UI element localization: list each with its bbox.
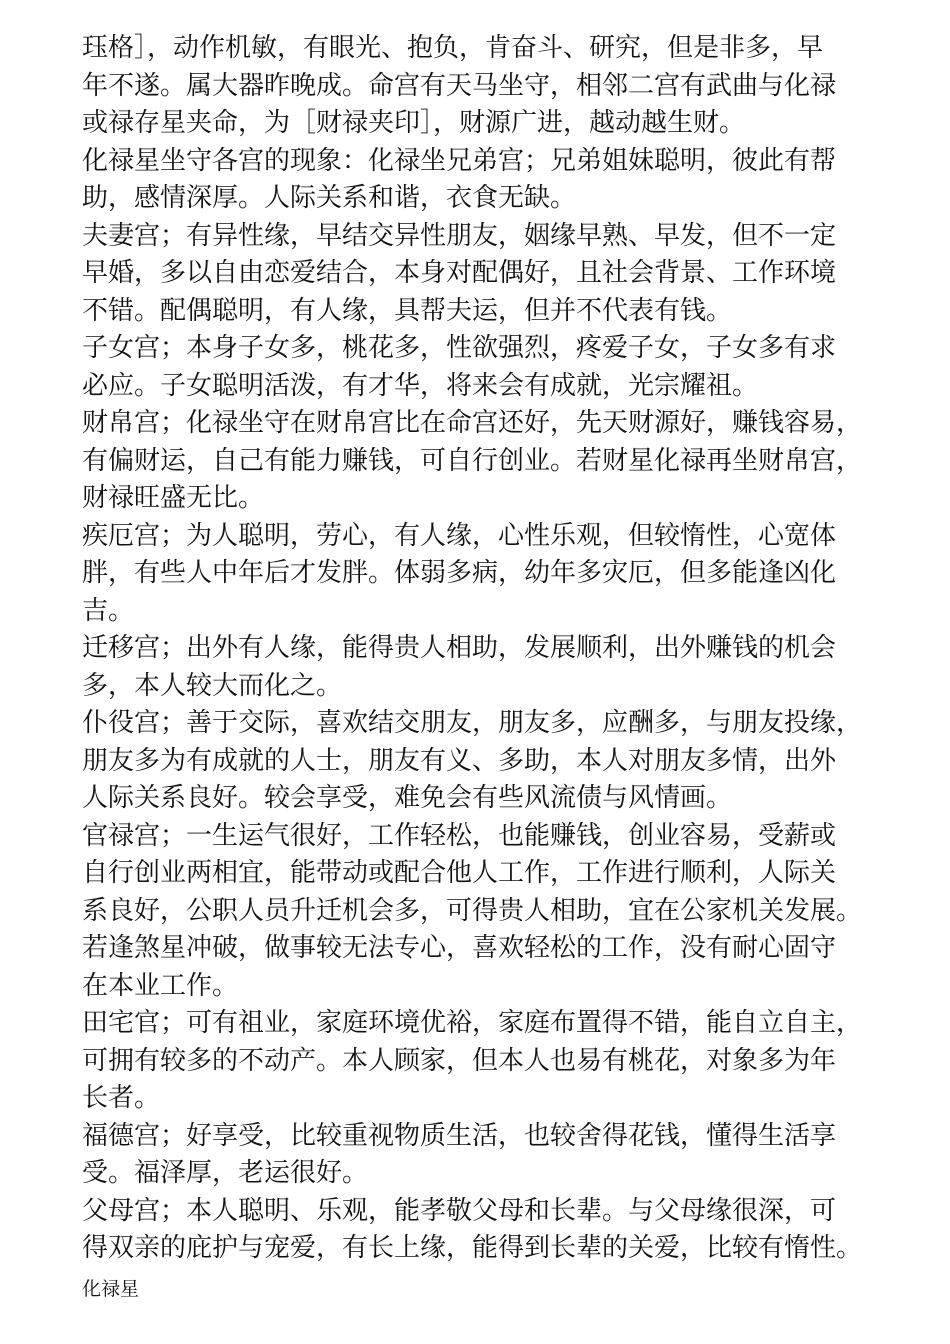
text-line: 受。福泽厚，老运很好。 <box>82 1158 369 1188</box>
text-line: 在本业工作。 <box>82 970 239 1001</box>
text-line: 必应。子女聪明活泼，有才华，将来会有成就，光宗耀祖。 <box>82 370 759 401</box>
page-footer: 化禄星 <box>82 1278 140 1300</box>
text-line: 人际关系良好。较会享受，难免会有些风流债与风情画。 <box>82 783 733 813</box>
text-line: 长者。 <box>82 1083 161 1113</box>
text-line: 朋友多为有成就的人士，朋友有义、多助，本人对朋友多情，出外 <box>82 745 837 776</box>
text-line: 官禄宫；一生运气很好，工作轻松，也能赚钱，创业容易，受薪或 <box>82 820 837 851</box>
text-line: 迁移宫；出外有人缘，能得贵人相助，发展顺利，出外赚钱的机会 <box>82 633 837 663</box>
text-line: 疾厄宫；为人聪明，劳心，有人缘，心性乐观，但较惰性，心宽体 <box>82 520 837 551</box>
text-line: 有偏财运，自己有能力赚钱，可自行创业。若财星化禄再坐财帛宫， <box>82 445 863 476</box>
text-line: 子女宫；本身子女多，桃花多，性欲强烈，疼爱子女，子女多有求 <box>82 333 837 363</box>
text-line: 父母宫；本人聪明、乐观，能孝敬父母和长辈。与父母缘很深，可 <box>82 1195 837 1226</box>
text-line: 早婚，多以自由恋爱结合，本身对配偶好，且社会背景、工作环境 <box>82 258 837 288</box>
text-line: 年不遂。属大器昨晚成。命宫有天马坐守，相邻二宫有武曲与化禄 <box>82 70 837 101</box>
text-line: 系良好，公职人员升迁机会多，可得贵人相助，宜在公家机关发展。 <box>82 895 863 926</box>
text-line: 或禄存星夹命，为［财禄夹印］，财源广进，越动越生财。 <box>82 108 746 138</box>
text-line: 化禄星坐守各宫的现象：化禄坐兄弟宫；兄弟姐妹聪明，彼此有帮 <box>82 145 837 176</box>
text-line: 财帛宫；化禄坐守在财帛宫比在命宫还好，先天财源好，赚钱容易， <box>82 408 863 438</box>
text-line: 胖，有些人中年后才发胖。体弱多病，幼年多灾厄，但多能逢凶化 <box>82 558 837 588</box>
text-line: 吉。 <box>82 595 135 626</box>
text-line: 助，感情深厚。人际关系和谐，衣食无缺。 <box>82 183 577 213</box>
text-line: 若逢煞星冲破，做事较无法专心，喜欢轻松的工作，没有耐心固守 <box>82 933 837 963</box>
text-line: 夫妻宫；有异性缘，早结交异性朋友，姻缘早熟、早发，但不一定 <box>82 220 837 251</box>
text-line: 田宅官；可有祖业，家庭环境优裕，家庭布置得不错，能自立自主， <box>82 1008 863 1038</box>
text-line: 不错。配偶聪明，有人缘，具帮夫运，但并不代表有钱。 <box>82 295 733 326</box>
text-line: 福德宫；好享受，比较重视物质生活，也较舍得花钱，懂得生活享 <box>82 1120 837 1151</box>
text-line: 珏格］，动作机敏，有眼光、抱负，肯奋斗、研究，但是非多，早 <box>82 33 824 63</box>
text-line: 财禄旺盛无比。 <box>82 483 265 513</box>
text-line: 可拥有较多的不动产。本人顾家，但本人也易有桃花，对象多为年 <box>82 1045 837 1076</box>
text-line: 多，本人较大而化之。 <box>82 670 343 701</box>
text-line: 自行创业两相宜，能带动或配合他人工作，工作进行顺利，人际关 <box>82 858 837 888</box>
text-line: 得双亲的庇护与宠爱，有长上缘，能得到长辈的关爱，比较有惰性。 <box>82 1233 863 1263</box>
document-body <box>82 30 897 1268</box>
text-line: 仆役宫；善于交际，喜欢结交朋友，朋友多，应酬多，与朋友投缘， <box>82 708 863 738</box>
